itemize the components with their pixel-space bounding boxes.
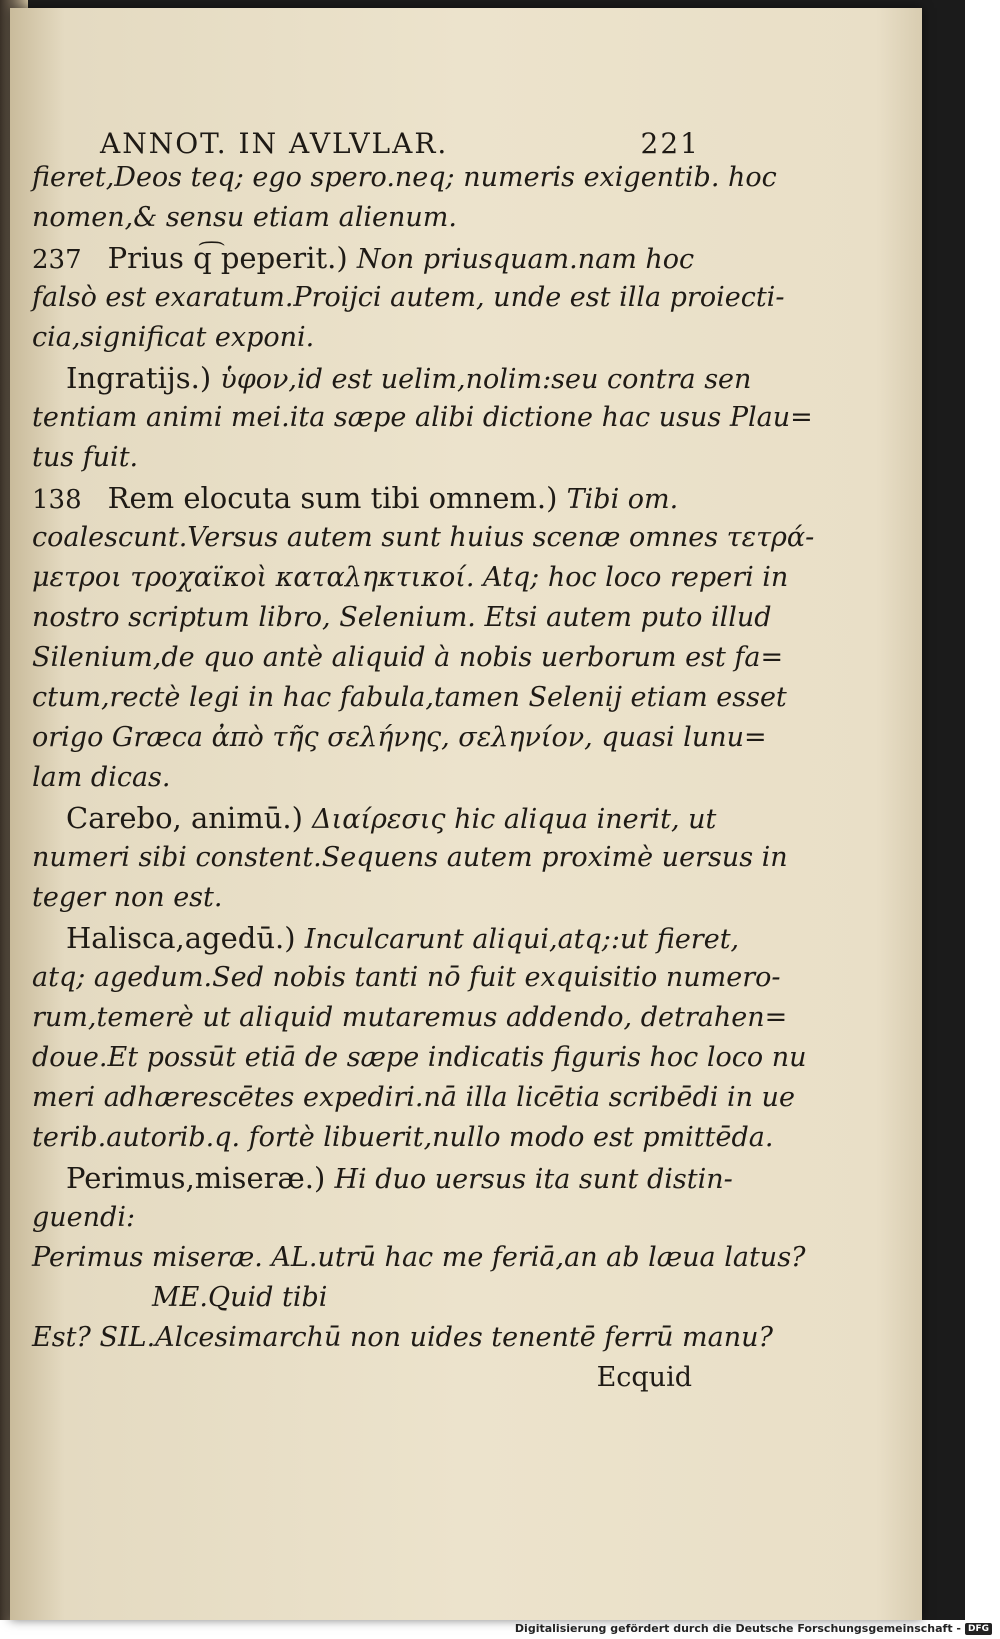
text-line [32,1118,774,1158]
text-line [32,158,777,198]
lemma: Halisca,agedū.) [66,921,305,955]
line-text: numeri sibi constent.Sequens autem proximè uersus in [32,842,788,873]
running-title: ANNOT. IN AVLVLAR. [100,127,449,160]
line-text: Inculcarunt aliqui,atq;:ut fieret, [304,924,740,955]
dfg-logo: DFG [965,1623,992,1635]
footer-credit [515,1622,992,1635]
line-text: meri adhærescētes expediri.nā illa licētia scribēdi in ue [32,1082,795,1113]
line-text: Est? SIL.Alcesimarchū non uides tenentē ferrū manu? [32,1322,774,1353]
line-text: doue.Et possūt etiā de sæpe indicatis figuris hoc loco nu [32,1042,807,1073]
lemma: Carebo, animū.) [66,801,313,835]
text-line [32,1078,795,1118]
text-line [32,678,787,718]
line-number: 138 [32,485,108,515]
text-line [32,838,788,878]
line-text: tentiam animi mei.ita sæpe alibi dictione hac usus Plau= [32,402,813,433]
text-line [32,438,722,478]
line-text: nostro scriptum libro, Selenium. Etsi autem puto illud [32,602,772,633]
text-body [32,158,815,1398]
line-text: Ecquid [596,1362,692,1393]
line-text: nomen,& sensu etiam alienum. [32,202,457,233]
text-line [32,238,722,278]
line-text: origo Græca ἀπὸ τῆς σελήνης, σεληνίον, quasi lunu= [32,722,767,753]
line-text: tus fuit. [32,442,139,473]
line-text: μετροι τροχαϊκοὶ καταληκτικοί. Atq; hoc loco reperi in [32,562,789,593]
line-text: Non priusquam.nam hoc [356,244,695,275]
line-text: fieret,Deos teq; ego spero.neq; numeris exigentib. hoc [32,162,777,193]
line-text: ὑφον,id est uelim,nolim:seu contra sen [220,364,752,395]
text-line [32,998,788,1038]
credit-text: Digitalisierung gefördert durch die Deutsche Forschungsgemeinschaft - [514,1622,961,1635]
text-line [32,878,722,918]
text-line [32,1038,807,1078]
line-text: Perimus miseræ. AL.utrū hac me feriā,an ab læua latus? [32,1242,806,1273]
text-line [32,918,740,958]
text-line [32,958,781,998]
text-line [32,1278,722,1318]
line-number: 237 [32,245,108,275]
page-number: 221 [640,127,700,160]
line-text: cia,significat exponi. [32,322,315,353]
text-line [32,638,784,678]
line-text: lam dicas. [32,762,171,793]
text-line [32,1318,774,1358]
text-line [32,558,789,598]
text-line [32,1238,806,1278]
lemma: Rem elocuta sum tibi omnem.) [107,481,567,515]
book-page [10,8,922,1620]
lemma: Ingratijs.) [66,361,221,395]
text-line [32,318,722,358]
line-text: atq; agedum.Sed nobis tanti nō fuit exquisitio numero- [32,962,781,993]
line-text: ME.Quid tibi [152,1282,328,1313]
line-text: terib.autorib.q. fortè libuerit,nullo modo est pmittēda. [32,1122,774,1153]
text-line [32,478,722,518]
line-text: rum,temerè ut aliquid mutaremus addendo, detrahen= [32,1002,788,1033]
line-text: guendi: [32,1202,136,1233]
text-line [32,1198,722,1238]
line-text: teger non est. [32,882,223,913]
line-text: ctum,rectè legi in hac fabula,tamen Selenij etiam esset [32,682,787,713]
lemma: Perimus,miseræ.) [66,1161,335,1195]
line-text: Διαίρεσις hic aliqua inerit, ut [312,804,717,835]
line-text: falsò est exaratum.Proijci autem, unde est illa proiecti- [32,282,785,313]
text-line [32,198,722,238]
line-text: coalescunt.Versus autem sunt huius scenæ omnes τετρά- [32,522,815,553]
line-text: Silenium,de quo antè aliquid à nobis uerborum est fa= [32,642,784,673]
text-line [32,518,815,558]
text-line [32,598,772,638]
text-line [32,798,722,838]
line-text: Tibi om. [566,484,679,515]
text-line [32,1358,722,1398]
text-line [32,758,722,798]
text-line [32,718,767,758]
line-text: Hi duo uersus ita sunt distin- [334,1164,733,1195]
lemma: Prius q͡ peperit.) [107,241,357,275]
text-line [32,1158,733,1198]
text-line [32,398,813,438]
text-line [32,358,752,398]
text-line [32,278,785,318]
